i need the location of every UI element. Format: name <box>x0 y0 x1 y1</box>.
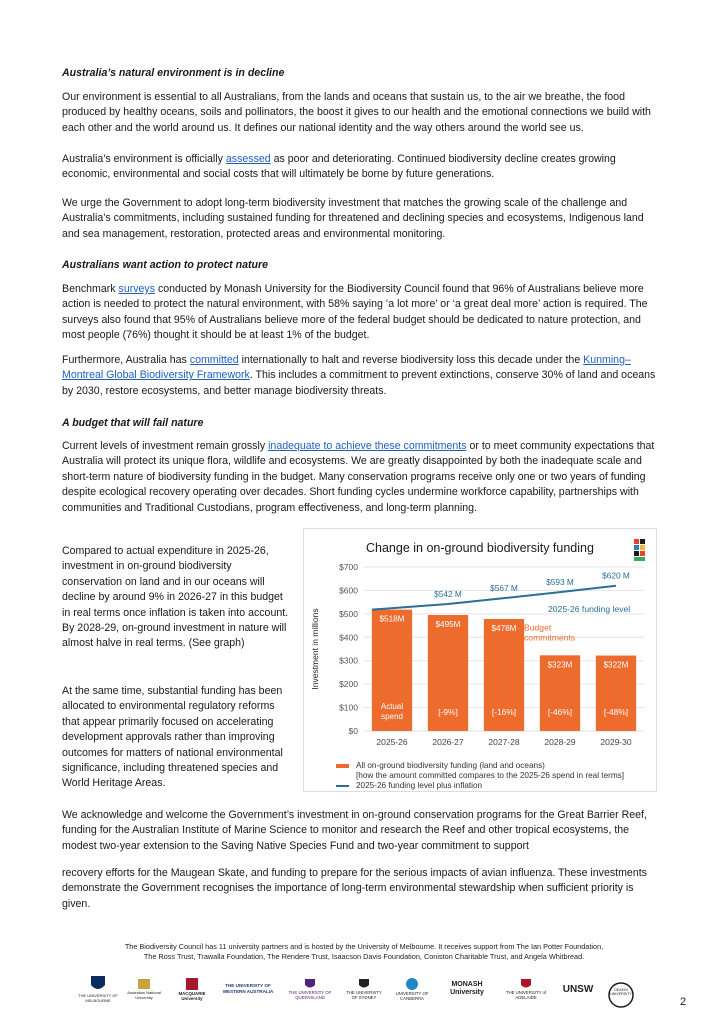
annotation-bar-label: Budget <box>524 622 552 633</box>
bar-value-label: $495M <box>435 620 461 630</box>
bar-value-label: $518M <box>379 614 405 624</box>
legend-label-bars: All on-ground biodiversity funding (land and oceans) <box>356 761 545 770</box>
chart-title: Change in on-ground biodiversity funding <box>366 541 594 555</box>
logo-macquarie: MACQUARIE University <box>170 972 214 1006</box>
y-tick-label: $700 <box>339 562 358 572</box>
logo-sydney: THE UNIVERSITY OF SYDNEY <box>344 972 384 1006</box>
bar-change-label: [-16%] <box>491 707 517 717</box>
y-tick-label: $100 <box>339 702 358 713</box>
paragraph: Compared to actual expenditure in 2025-26, investment in on-ground biodiversity conservation on land and in our oceans will decline by around 9% in 2026-27 in this budget in real terms once inflation is taken into account. By 2028-29, on-ground investment in nature will almost halve in real terms. (See graph) <box>62 545 289 650</box>
paragraph: Furthermore, Australia has committed internationally to halt and reverse biodiversity loss this decade under the Kunming–Montreal Global Biodiversity Framework. This includes a commitment to prevent extinctions, conserve 30% of land and oceans by 2030, restore ecosystems, and better manage biodiversity threats. <box>62 354 656 397</box>
y-tick-label: $0 <box>348 726 358 736</box>
footer-text <box>84 942 644 962</box>
legend-swatch-orange <box>336 764 349 768</box>
line-point-label: $567 M <box>490 583 518 594</box>
y-axis-label: Investment in millions <box>310 608 320 690</box>
paragraph: We acknowledge and welcome the Government’s investment in on-ground conservation programs for the Great Barrier Reef, funding for the Australian Institute of Marine Science to monitor and research the Reef and other tropical ecosystems, the modest two-year extension to the Saving Native Species Fund and two-year commitment to support <box>62 809 647 852</box>
link-assessed[interactable]: assessed <box>225 153 271 165</box>
biodiversity-council-logo-icon <box>634 539 645 561</box>
x-tick-label: 2027-28 <box>488 737 520 747</box>
heading-budget-fail: A budget that will fail nature <box>62 417 204 429</box>
link-kunming-montreal[interactable]: Kunming–Montreal Global Biodiversity Framework <box>62 354 631 382</box>
y-tick-label: $200 <box>339 679 358 690</box>
funding-chart <box>303 528 657 792</box>
logo-monash: MONASH University <box>450 981 484 996</box>
paragraph: Current levels of investment remain grossly inadequate to achieve these commitments or to meet community expectations that Australia will protect its unique flora, wildlife and ecosystems. We are greatly disappointed by both the inadequate scale and short-term nature of biodiversity funding in the budget. Many conservation programs receive only one or two years of funding despite ecological recovery operating over decades. Short funding cycles undermine workforce capability, partnerships with communities and Traditional Custodians, program effectiveness, and long-term planning. <box>62 440 655 514</box>
paragraph: Benchmark surveys conducted by Monash University for the Biodiversity Council found that 96% of Australians believe more action is needed to protect the natural environment, with 58% saying ‘a lot more’ or ‘a great deal more’ action is required. The surveys also found that 95% of Australians believe more of the federal budget should be dedicated to nature protection, and most people (76%) thought it should be at least 1% of the budget. <box>62 283 648 342</box>
crest-icon <box>358 978 370 990</box>
logo-unsw: UNSW <box>562 983 594 995</box>
paragraph: At the same time, substantial funding has been allocated to environmental regulatory reforms that appear primarily focused on accelerating development approvals rather than improving outcomes for matters of national environmental significance, including threatened species and World Heritage Areas. <box>62 685 283 790</box>
heading-environment-decline: Australia’s natural environment is in decline <box>62 67 285 79</box>
y-tick-label: $300 <box>339 655 358 666</box>
logo-anu: Australian National University <box>122 972 166 1006</box>
line-point-label: $542 M <box>434 589 462 600</box>
bar-value-label: $323M <box>547 660 573 670</box>
bar-change-label: [-9%] <box>438 707 458 717</box>
line-point-label: $620 M <box>602 570 630 581</box>
x-tick-label: 2028-29 <box>544 737 576 747</box>
annotation-bar-label: commitments <box>524 632 576 643</box>
crest-icon <box>304 978 316 990</box>
bar-change-label: spend <box>381 712 403 721</box>
chart-plot <box>304 529 656 791</box>
x-tick-label: 2025-26 <box>376 737 408 747</box>
legend-label-bars-sub: [how the amount committed compares to the 2025-26 spend in real terms] <box>356 771 625 780</box>
legend-item-bars <box>336 761 624 781</box>
legend-item-line <box>336 781 482 791</box>
annotation-line-label: 2025-26 funding level <box>548 603 631 614</box>
logo-deakin: DEAKIN UNIVERSITY <box>606 972 636 1006</box>
legend-swatch-line <box>336 785 349 787</box>
x-tick-label: 2029-30 <box>600 737 632 747</box>
bar-change-label: Actual <box>380 702 404 711</box>
y-tick-label: $400 <box>339 632 358 643</box>
legend-label-line: 2025-26 funding level plus inflation <box>356 781 483 790</box>
logo-melbourne: THE UNIVERSITY OF MELBOURNE <box>78 972 118 1006</box>
bar-value-label: $478M <box>491 624 517 634</box>
logo-adelaide: THE UNIVERSITY of ADELAIDE <box>502 972 550 1006</box>
x-tick-label: 2026-27 <box>432 737 464 747</box>
bar-value-label: $322M <box>603 660 629 670</box>
paragraph: Australia’s environment is officially assessed as poor and deteriorating. Continued biodiversity decline creates growing economic, environmental and social costs that will ultimately be borne by future generations. <box>62 153 616 181</box>
logo-uq: THE UNIVERSITY OF QUEENSLAND <box>282 972 338 1006</box>
link-inadequate[interactable]: inadequate to achieve these commitments <box>268 440 467 452</box>
bar-change-label: [-48%] <box>603 707 629 717</box>
line-point-label: $593 M <box>546 577 574 588</box>
footer-line: The Biodiversity Council has 11 university partners and is hosted by the University of Melbourne. It receives support from The Ian Potter Foundation, <box>124 942 604 951</box>
link-committed[interactable]: committed <box>189 354 239 366</box>
y-tick-label: $600 <box>339 585 358 596</box>
logo-uwa: THE UNIVERSITY OF WESTERN AUSTRALIA <box>222 983 274 994</box>
crest-icon <box>137 978 151 990</box>
bar-change-label: [-46%] <box>547 707 573 717</box>
paragraph: We urge the Government to adopt long-term biodiversity investment that matches the growing scale of the challenge and Australia’s commitments, including sustained funding for threatened and declining species and ecosystems, Indigenous land and sea management, restoration, protected areas and environmental monitoring. <box>62 197 644 240</box>
crest-icon <box>520 978 532 990</box>
link-surveys[interactable]: surveys <box>118 283 156 295</box>
y-tick-label: $500 <box>339 608 358 619</box>
footer-line: The Ross Trust, Trawalla Foundation, The Rendere Trust, Isaacson Davis Foundation, Coniston Charitable Trust, and Angela Whitbread. <box>143 952 585 961</box>
lighthouse-icon <box>185 977 199 991</box>
page-number: 2 <box>680 996 687 1008</box>
paragraph: Our environment is essential to all Australians, from the lands and oceans that sustain us, to the air we breathe, the food produced by healthy oceans, soils and pollinators, the boost it gives to our health and the emotional connections we build with each other and the world around us. It defines our national identity and the way others around the world see us. <box>62 91 651 134</box>
shield-icon <box>90 975 106 993</box>
star-icon <box>405 977 419 991</box>
heading-action: Australians want action to protect nature <box>62 259 269 271</box>
partner-logos <box>78 972 668 1008</box>
paragraph: recovery efforts for the Maugean Skate, and funding to prepare for the serious impacts of avian influenza. These investments demonstrate the Government recognises the importance of long-term environmental stewardship when sufficient priority is given. <box>62 867 647 910</box>
logo-canberra: UNIVERSITY OF CANBERRA <box>390 972 434 1006</box>
